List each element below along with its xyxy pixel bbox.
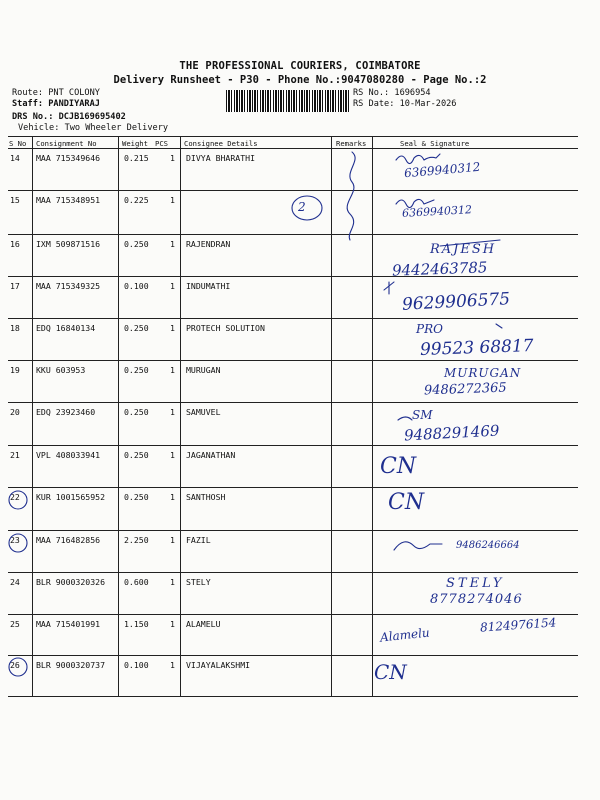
handwritten-phone-row23: 9486246664 [456,540,520,551]
cell-consignment: MAA 715348951 [36,195,101,205]
runsheet-subtitle: Delivery Runsheet - P30 - Phone No.:9047080280 - Page No.:2 [113,74,487,86]
table-top-rule [8,136,578,137]
row-divider [8,190,578,191]
rs-date: RS Date: 10-Mar-2026 [353,99,457,109]
handwritten-phone-row14: 6369940312 [403,159,481,181]
route-label: Route: PNT COLONY [12,88,100,98]
cell-consignee: ALAMELU [186,619,221,629]
row-divider [8,402,578,403]
handwritten-name-row20: SM [412,408,433,422]
cell-consignee: MURUGAN [186,365,221,375]
handwritten-phone-row15: 6369940312 [401,203,473,220]
rs-number: RS No.: 1696954 [353,88,431,98]
cell-weight: 0.250 [124,239,149,249]
cell-weight: 0.250 [124,492,149,502]
cell-consignment: EDQ 23923460 [36,407,96,417]
cell-consignee: VIJAYALAKSHMI [186,660,251,670]
cell-sno: 17 [10,281,20,291]
col-header-consignee: Consignee Details [184,139,258,148]
handwritten-name-row16: RAJESH [430,242,497,257]
col-divider [32,136,33,696]
cell-weight: 0.250 [124,365,149,375]
cell-pcs: 1 [170,535,175,545]
cell-consignment: VPL 408033941 [36,450,101,460]
drs-barcode [226,90,350,112]
row-divider [8,655,578,656]
row-divider [8,318,578,319]
signature-scribble [396,154,440,164]
cell-pcs: 1 [170,619,175,629]
col-divider [331,136,332,696]
handwritten-phone-row24: 8778274046 [430,592,523,607]
cell-pcs: 1 [170,281,175,291]
row-divider [8,572,578,573]
cell-consignee: FAZIL [186,535,211,545]
handwritten-phone-row16: 9442463785 [391,258,488,280]
row-divider [8,530,578,531]
cell-consignee: SANTHOSH [186,492,226,502]
cell-consignee: RAJENDRAN [186,239,231,249]
remarks-scribble [347,152,355,240]
staff-label: Staff: PANDIYARAJ [12,99,100,109]
col-header-pcs: PCS [155,139,168,148]
col-header-seal: Seal & Signature [400,139,470,148]
cell-sno: 14 [10,153,20,163]
cell-consignee: STELY [186,577,211,587]
cell-consignment: BLR 9000320326 [36,577,106,587]
cell-pcs: 1 [170,660,175,670]
cell-sno: 22 [10,492,20,502]
col-divider [118,136,119,696]
cell-sno: 25 [10,619,20,629]
cell-consignee: SAMUVEL [186,407,221,417]
cell-weight: 0.215 [124,153,149,163]
handwritten-phone-row17: 9629906575 [401,289,511,315]
cell-consignment: EDQ 16840134 [36,323,96,333]
cell-consignee: INDUMATHI [186,281,231,291]
cell-sno: 21 [10,450,20,460]
cell-weight: 0.250 [124,323,149,333]
cell-weight: 0.600 [124,577,149,587]
header-rule [8,148,578,149]
row-divider [8,234,578,235]
signature-stroke [496,324,502,328]
handwritten-mark-row26: CN [374,660,407,684]
row-divider [8,360,578,361]
handwritten-circle-number: 2 [298,200,306,214]
cell-sno: 15 [10,195,20,205]
signature-stroke [398,417,412,420]
handwritten-phone-row19: 9486272365 [423,380,507,399]
cell-sno: 24 [10,577,20,587]
signature-scribble [384,282,394,294]
cell-weight: 2.250 [124,535,149,545]
cell-pcs: 1 [170,153,175,163]
handwritten-name-row24: STELY [446,576,505,591]
cell-sno: 18 [10,323,20,333]
cell-pcs: 1 [170,365,175,375]
vehicle-label: Vehicle: Two Wheeler Delivery [18,123,169,133]
cell-consignment: IXM 509871516 [36,239,101,249]
handwritten-phone-row18: 99523 68817 [419,336,534,360]
row-divider [8,487,578,488]
cell-weight: 0.100 [124,660,149,670]
col-header-sno: S No [9,139,27,148]
handwritten-name-row25: Alamelu [379,625,431,645]
col-header-weight: Weight [122,139,148,148]
col-header-consignment: Consignment No [36,139,97,148]
handwritten-phone-row20: 9488291469 [403,421,500,445]
cell-consignment: MAA 715349646 [36,153,101,163]
cell-pcs: 1 [170,492,175,502]
cell-pcs: 1 [170,323,175,333]
cell-consignee: DIVYA BHARATHI [186,153,256,163]
handwritten-name-row18: PRO [416,322,443,336]
cell-sno: 23 [10,535,20,545]
handwritten-mark-row21: CN [380,454,417,479]
cell-sno: 16 [10,239,20,249]
col-divider [180,136,181,696]
cell-pcs: 1 [170,407,175,417]
cell-consignee: PROTECH SOLUTION [186,323,265,333]
cell-sno: 19 [10,365,20,375]
cell-consignment: MAA 716482856 [36,535,101,545]
row-divider [8,276,578,277]
cell-pcs: 1 [170,195,175,205]
company-title: THE PROFESSIONAL COURIERS, COIMBATORE [179,60,421,72]
signature-scribble [394,542,442,550]
drs-number: DRS No.: DCJB169695402 [12,112,126,122]
cell-pcs: 1 [170,577,175,587]
cell-pcs: 1 [170,450,175,460]
cell-weight: 1.150 [124,619,149,629]
cell-consignment: KKU 603953 [36,365,86,375]
cell-pcs: 1 [170,239,175,249]
cell-consignment: KUR 1001565952 [36,492,106,502]
cell-sno: 20 [10,407,20,417]
handwritten-phone-row25: 8124976154 [479,615,557,635]
col-divider [372,136,373,696]
cell-weight: 0.250 [124,407,149,417]
handwritten-name-row19: MURUGAN [444,366,522,380]
cell-weight: 0.250 [124,450,149,460]
cell-consignee: JAGANATHAN [186,450,236,460]
cell-consignment: BLR 9000320737 [36,660,106,670]
table-bottom-rule [8,696,578,697]
remark-circle-mark [292,196,322,220]
col-header-remarks: Remarks [336,139,367,148]
row-divider [8,614,578,615]
handwritten-mark-row22: CN [388,490,425,515]
cell-consignment: MAA 715401991 [36,619,101,629]
cell-sno: 26 [10,660,20,670]
row-divider [8,445,578,446]
cell-weight: 0.225 [124,195,149,205]
cell-consignment: MAA 715349325 [36,281,101,291]
cell-weight: 0.100 [124,281,149,291]
